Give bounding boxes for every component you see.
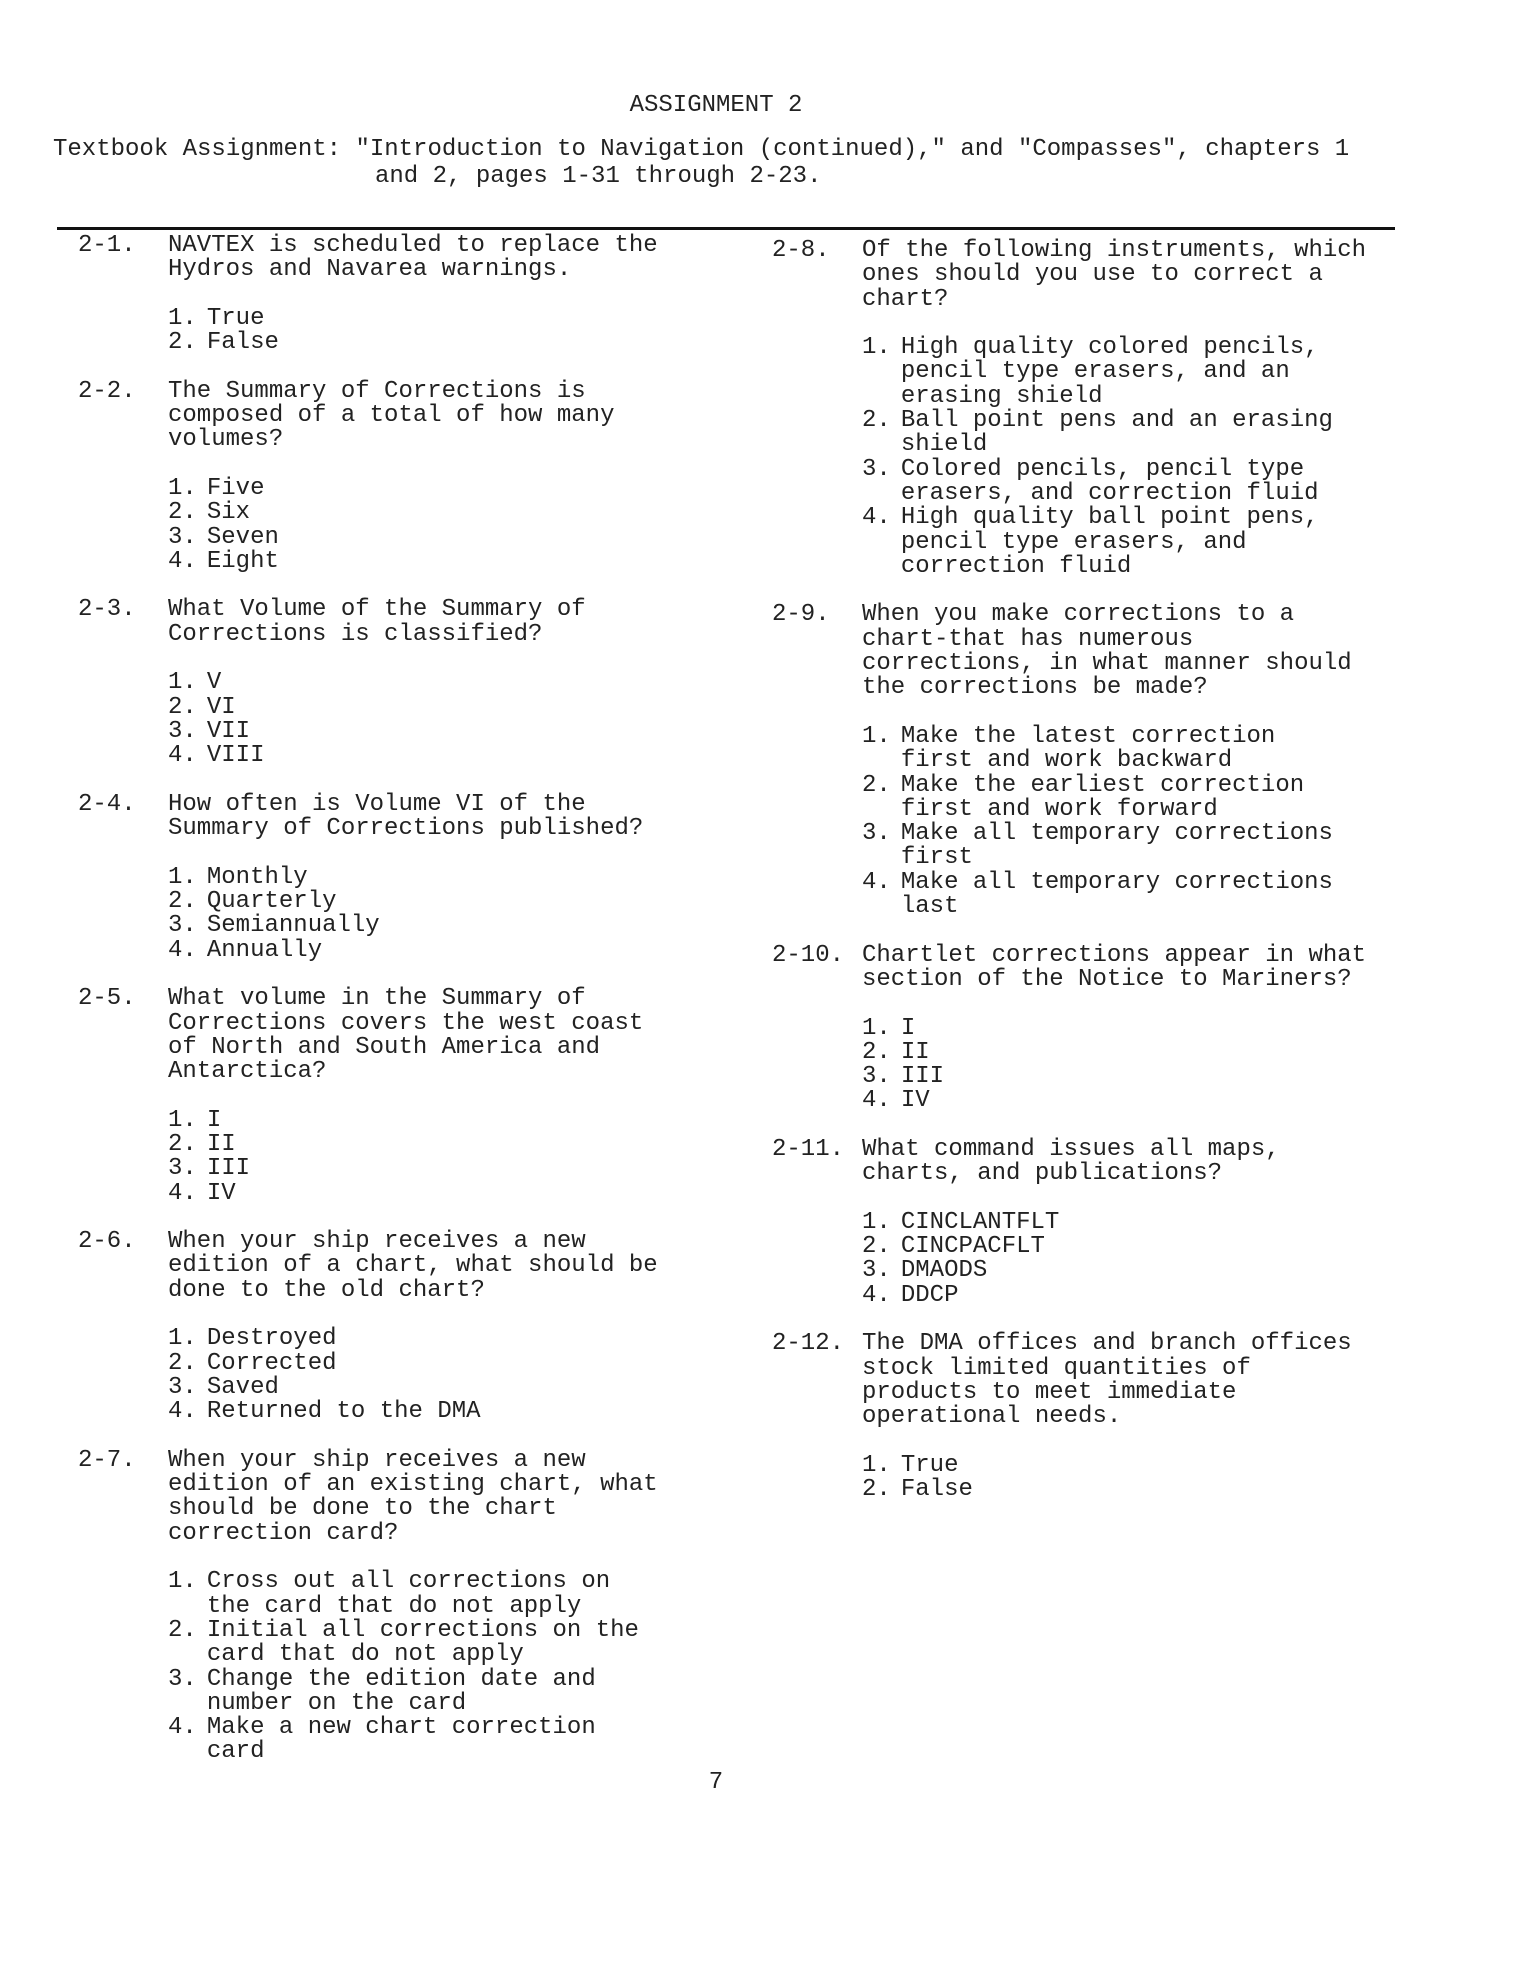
- option-text: True: [900, 1451, 959, 1479]
- option-number: 1.: [168, 863, 197, 891]
- answer-option: [168, 1130, 646, 1158]
- answer-option: [862, 409, 1340, 458]
- answer-option: [168, 1327, 646, 1351]
- answer-option: [168, 914, 646, 938]
- question-number: 2-12.: [772, 1330, 845, 1358]
- answer-option: [862, 822, 1340, 871]
- question-number: 2-11.: [772, 1135, 845, 1163]
- answer-options: [168, 474, 679, 575]
- question: [78, 1446, 679, 1766]
- option-number: 4.: [168, 1714, 197, 1742]
- option-text: Make all temporary corrections last: [900, 868, 1333, 921]
- answer-option: [168, 1400, 646, 1424]
- option-text: I: [206, 1106, 222, 1134]
- option-text: II: [206, 1130, 236, 1158]
- option-number: 4.: [168, 1398, 197, 1426]
- option-number: 1.: [862, 1014, 891, 1042]
- answer-options: [168, 863, 679, 964]
- right-column: [772, 239, 1373, 1527]
- answer-option: [168, 1157, 646, 1181]
- answer-option: [168, 1716, 646, 1765]
- question-number: 2-3.: [78, 596, 136, 624]
- answer-option: [168, 474, 646, 502]
- question-number: 2-1.: [78, 232, 136, 259]
- option-text: Seven: [206, 523, 279, 551]
- question-number: 2-10.: [772, 941, 845, 969]
- answer-option: [862, 722, 1340, 775]
- option-number: 2.: [862, 1038, 891, 1066]
- option-number: 3.: [168, 1665, 197, 1693]
- question-number: 2-5.: [78, 985, 136, 1013]
- option-number: 1.: [862, 722, 891, 750]
- question-text: When you make corrections to a chart-that has numerous corrections, in what manner should the corrections be made?: [862, 601, 1352, 702]
- answer-option: [168, 1570, 646, 1619]
- answer-options: [862, 336, 1373, 579]
- option-text: High quality colored pencils, pencil type erasers, and an erasing shield: [900, 334, 1319, 410]
- option-number: 1.: [862, 1451, 891, 1479]
- option-number: 2.: [862, 1233, 891, 1261]
- option-text: III: [900, 1063, 945, 1091]
- answer-option: [168, 863, 646, 891]
- option-number: 3.: [168, 717, 197, 745]
- question: [78, 377, 679, 575]
- option-text: VIII: [206, 742, 265, 770]
- answer-option: [862, 1038, 1340, 1066]
- option-text: Returned to the DMA: [206, 1398, 481, 1426]
- option-number: 4.: [862, 868, 891, 896]
- answer-option: [168, 744, 646, 768]
- question-number: 2-4.: [78, 790, 136, 818]
- option-text: DDCP: [900, 1281, 959, 1309]
- answer-option: [862, 336, 1340, 409]
- answer-option: [168, 936, 646, 964]
- question-text: The Summary of Corrections is composed of a total of how many volumes?: [168, 377, 615, 454]
- answer-option: [862, 506, 1340, 579]
- answer-option: [862, 1065, 1340, 1089]
- option-text: IV: [900, 1087, 930, 1115]
- answer-options: [862, 722, 1373, 921]
- option-text: Five: [206, 474, 265, 502]
- question: [772, 1332, 1373, 1502]
- answer-options: [862, 1014, 1373, 1115]
- question: [78, 790, 679, 964]
- question: [772, 239, 1373, 579]
- option-text: I: [900, 1014, 916, 1042]
- option-text: True: [206, 304, 265, 332]
- answer-option: [862, 771, 1340, 823]
- option-number: 3.: [168, 912, 197, 940]
- option-text: CINCPACFLT: [900, 1233, 1045, 1261]
- answer-option: [168, 331, 646, 355]
- question-number: 2-7.: [78, 1446, 136, 1474]
- option-number: 1.: [168, 474, 197, 502]
- answer-options: [862, 1208, 1373, 1309]
- option-text: III: [206, 1155, 251, 1183]
- question-number: 2-2.: [78, 377, 136, 405]
- question-number: 2-6.: [78, 1228, 136, 1256]
- option-number: 1.: [168, 1106, 197, 1134]
- option-number: 2.: [168, 1130, 197, 1158]
- option-text: V: [206, 669, 222, 697]
- option-number: 1.: [168, 1325, 197, 1353]
- question-text: Of the following instruments, which ones should you use to correct a chart?: [862, 237, 1367, 313]
- answer-option: [862, 1014, 1340, 1042]
- page-number: 7: [708, 1769, 724, 1796]
- header-divider: [57, 227, 1395, 230]
- answer-option: [168, 1373, 646, 1401]
- question: [78, 234, 679, 355]
- answer-options: [168, 1106, 679, 1207]
- option-text: Make the latest correction first and work backward: [900, 722, 1276, 775]
- answer-option: [168, 1106, 646, 1134]
- option-text: Cross out all corrections on the card that do not apply: [206, 1568, 611, 1620]
- question: [772, 1135, 1373, 1309]
- question-text: What volume in the Summary of Corrections covers the west coast of North and South America and Antarctica?: [168, 985, 644, 1086]
- answer-option: [862, 1089, 1340, 1113]
- option-text: High quality ball point pens, pencil type erasers, and correction fluid: [900, 504, 1319, 580]
- answer-option: [168, 671, 646, 695]
- option-text: Colored pencils, pencil type erasers, and correction fluid: [900, 455, 1319, 507]
- option-text: False: [900, 1476, 973, 1504]
- option-text: VII: [206, 717, 251, 745]
- question-text: What Volume of the Summary of Corrections is classified?: [168, 596, 586, 648]
- answer-options: [168, 1570, 679, 1764]
- option-number: 1.: [862, 334, 891, 362]
- option-text: Saved: [206, 1373, 279, 1401]
- textbook-assignment-line1: Textbook Assignment: "Introduction to Navigation (continued)," and "Compasses", chapters 1: [53, 136, 1350, 163]
- option-text: Make a new chart correction card: [206, 1714, 596, 1766]
- option-text: Monthly: [206, 863, 308, 891]
- option-text: False: [206, 329, 279, 357]
- answer-option: [862, 1478, 1340, 1502]
- textbook-assignment-line2: and 2, pages 1-31 through 2-23.: [375, 163, 822, 190]
- option-number: 2.: [168, 888, 197, 916]
- option-text: Semiannually: [206, 912, 380, 940]
- option-number: 3.: [862, 1257, 891, 1285]
- option-text: IV: [206, 1179, 236, 1207]
- option-text: DMAODS: [900, 1257, 988, 1285]
- option-text: VI: [206, 693, 236, 721]
- answer-option: [168, 890, 646, 914]
- answer-option: [862, 1235, 1340, 1259]
- assignment-title: ASSIGNMENT 2: [629, 92, 803, 119]
- question-text: What command issues all maps, charts, and publications?: [862, 1135, 1280, 1188]
- option-number: 4.: [862, 1281, 891, 1309]
- option-number: 4.: [168, 1179, 197, 1207]
- option-number: 1.: [168, 669, 197, 697]
- answer-option: [168, 523, 646, 551]
- answer-options: [168, 1327, 679, 1424]
- option-text: Corrected: [206, 1349, 337, 1377]
- question: [772, 603, 1373, 919]
- option-text: Annually: [206, 936, 323, 964]
- answer-option: [862, 868, 1340, 921]
- question: [772, 941, 1373, 1115]
- option-text: Make the earliest correction first and work forward: [900, 771, 1305, 823]
- option-number: 2.: [168, 1349, 197, 1377]
- option-number: 2.: [168, 499, 197, 527]
- answer-option: [168, 717, 646, 745]
- question: [78, 987, 679, 1206]
- option-number: 3.: [168, 1155, 197, 1183]
- option-number: 2.: [168, 329, 197, 357]
- option-text: Ball point pens and an erasing shield: [900, 407, 1333, 459]
- option-number: 4.: [168, 547, 197, 575]
- answer-option: [168, 304, 646, 332]
- option-text: Make all temporary corrections first: [900, 820, 1333, 872]
- answer-option: [862, 1259, 1340, 1283]
- option-number: 2.: [168, 693, 197, 721]
- question-text: NAVTEX is scheduled to replace the Hydros and Navarea warnings.: [168, 232, 658, 284]
- option-text: Six: [206, 499, 251, 527]
- answer-option: [168, 1349, 646, 1377]
- question-text: When your ship receives a new edition of a chart, what should be done to the old chart?: [168, 1228, 658, 1304]
- answer-options: [862, 1451, 1373, 1504]
- option-text: Quarterly: [206, 888, 337, 916]
- question-text: The DMA offices and branch offices stock limited quantities of products to meet immediate operational needs.: [862, 1330, 1352, 1431]
- question-number: 2-8.: [772, 237, 830, 264]
- left-column: [78, 234, 679, 1789]
- option-number: 3.: [862, 820, 891, 848]
- option-number: 2.: [862, 407, 891, 435]
- question: [78, 598, 679, 768]
- option-text: II: [900, 1038, 930, 1066]
- option-text: Destroyed: [206, 1325, 337, 1353]
- option-number: 2.: [862, 1476, 891, 1504]
- option-number: 2.: [168, 1616, 197, 1644]
- question: [78, 1230, 679, 1424]
- answer-option: [168, 501, 646, 525]
- option-number: 1.: [168, 304, 197, 332]
- answer-options: [168, 671, 679, 768]
- question-text: When your ship receives a new edition of an existing chart, what should be done to the chart correction card?: [168, 1446, 658, 1547]
- question-text: How often is Volume VI of the Summary of Corrections published?: [168, 790, 644, 843]
- answer-option: [862, 1281, 1340, 1309]
- option-number: 3.: [168, 523, 197, 551]
- option-text: Initial all corrections on the card that do not apply: [206, 1616, 639, 1669]
- option-number: 4.: [862, 1087, 891, 1115]
- answer-option: [862, 1451, 1340, 1479]
- answer-option: [862, 455, 1340, 507]
- option-text: CINCLANTFLT: [900, 1208, 1060, 1236]
- answer-option: [168, 547, 646, 575]
- answer-option: [862, 1208, 1340, 1236]
- option-number: 3.: [862, 455, 891, 483]
- answer-option: [168, 1665, 646, 1717]
- answer-option: [168, 693, 646, 721]
- option-text: Eight: [206, 547, 279, 575]
- answer-options: [168, 304, 679, 357]
- question-number: 2-9.: [772, 601, 830, 629]
- answer-option: [168, 1616, 646, 1669]
- option-number: 4.: [168, 936, 197, 964]
- option-number: 4.: [862, 504, 891, 532]
- option-text: Change the edition date and number on the card: [206, 1665, 596, 1717]
- option-number: 1.: [862, 1208, 891, 1236]
- option-number: 2.: [862, 771, 891, 799]
- option-number: 3.: [168, 1373, 197, 1401]
- option-number: 4.: [168, 742, 197, 770]
- option-number: 1.: [168, 1568, 197, 1596]
- question-text: Chartlet corrections appear in what section of the Notice to Mariners?: [862, 941, 1367, 993]
- option-number: 3.: [862, 1063, 891, 1091]
- answer-option: [168, 1179, 646, 1207]
